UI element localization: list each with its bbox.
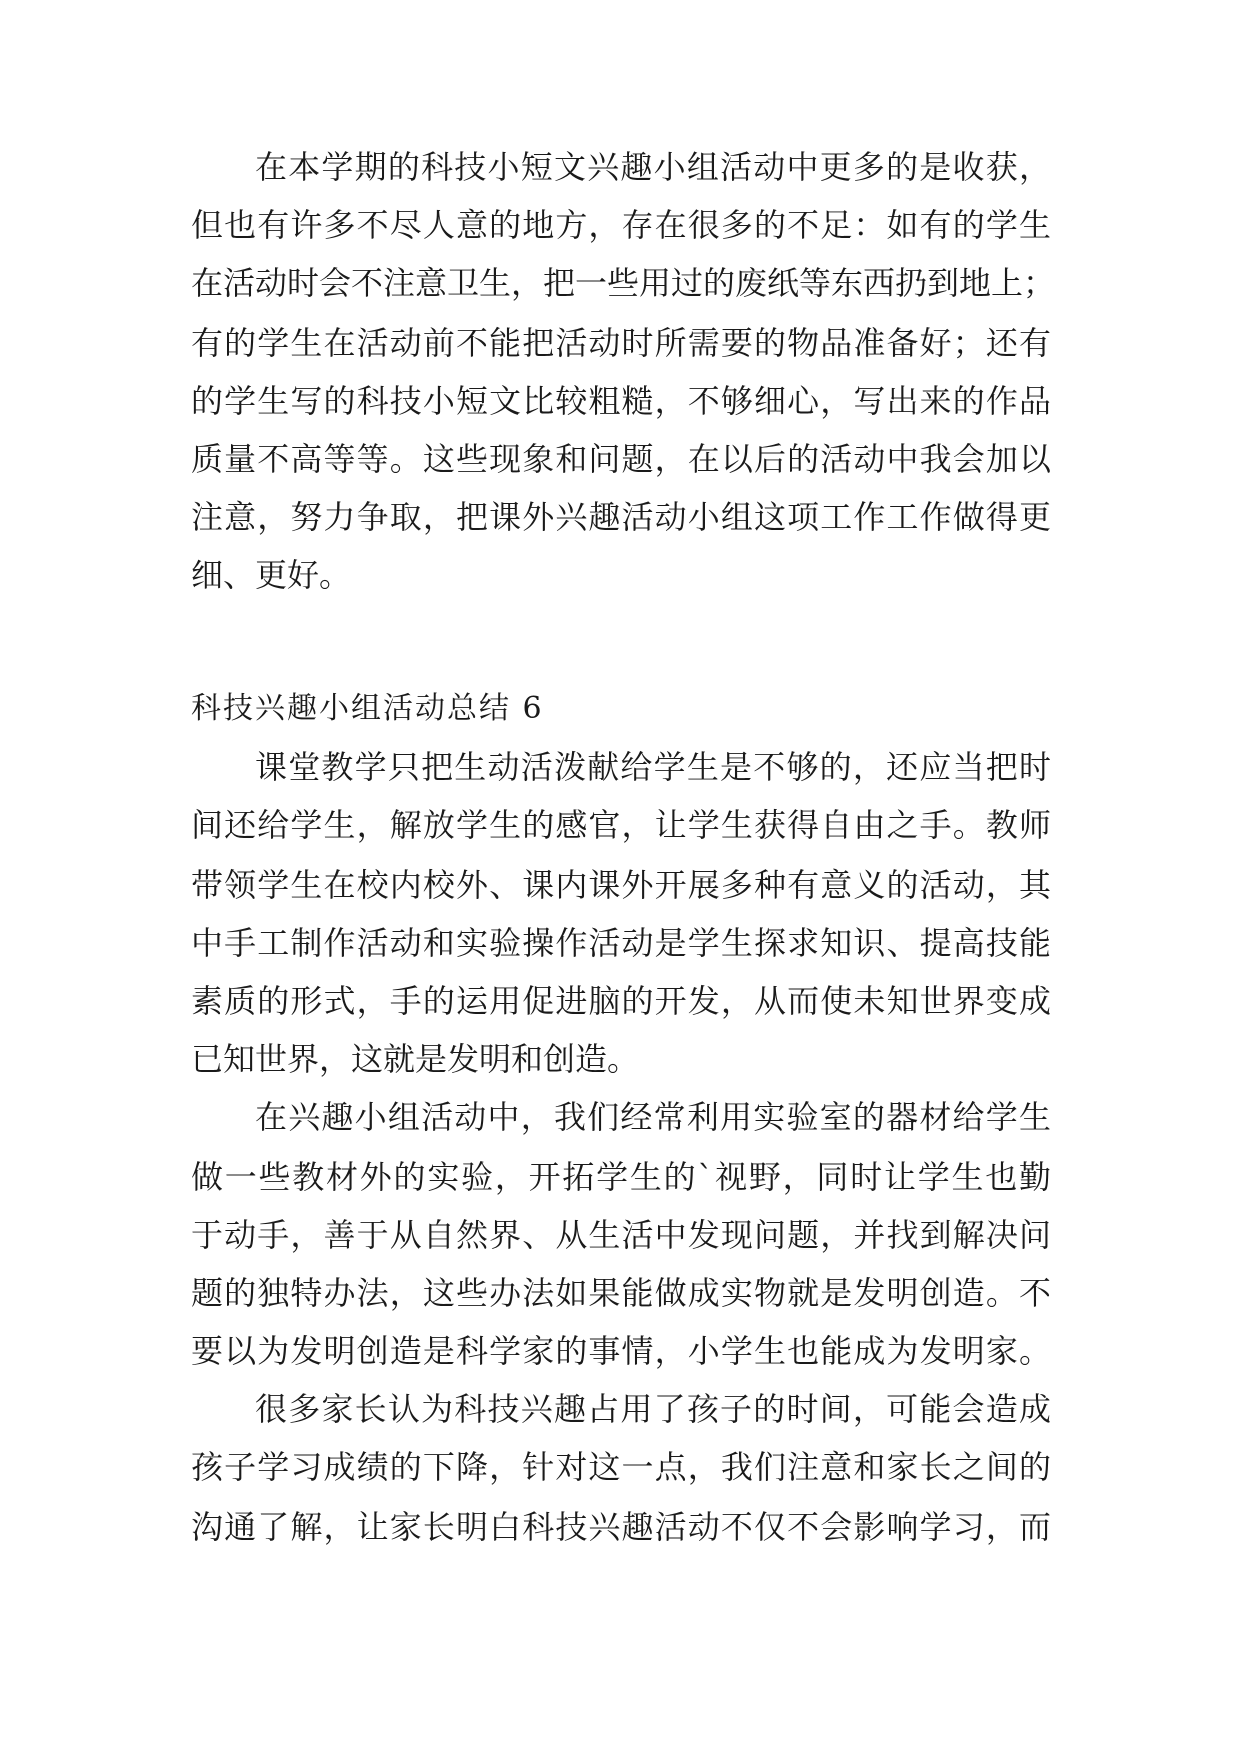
paragraph-4-line-2: 孩子学习成绩的下降，针对这一点，我们注意和家长之间的 bbox=[191, 1448, 1051, 1486]
paragraph-1-line-2: 但也有许多不尽人意的地方，存在很多的不足：如有的学生 bbox=[191, 206, 1051, 244]
paragraph-4-line-1: 很多家长认为科技兴趣占用了孩子的时间，可能会造成 bbox=[255, 1390, 1051, 1428]
paragraph-1-line-3: 在活动时会不注意卫生，把一些用过的废纸等东西扔到地上； bbox=[191, 264, 1056, 302]
paragraph-3-line-1: 在兴趣小组活动中，我们经常利用实验室的器材给学生 bbox=[255, 1098, 1051, 1136]
paragraph-1-line-7: 注意，努力争取，把课外兴趣活动小组这项工作工作做得更 bbox=[191, 498, 1051, 536]
paragraph-1-line-5: 的学生写的科技小短文比较粗糙，不够细心，写出来的作品 bbox=[191, 382, 1051, 420]
paragraph-3-line-2: 做一些教材外的实验，开拓学生的`视野，同时让学生也勤 bbox=[191, 1158, 1051, 1196]
paragraph-2-line-3: 带领学生在校内校外、课内课外开展多种有意义的活动，其 bbox=[191, 866, 1051, 904]
paragraph-2-line-2: 间还给学生，解放学生的感官，让学生获得自由之手。教师 bbox=[191, 806, 1051, 844]
paragraph-3-line-3: 于动手，善于从自然界、从生活中发现问题，并找到解决问 bbox=[191, 1216, 1051, 1254]
section-title: 科技兴趣小组活动总结 6 bbox=[191, 691, 544, 726]
paragraph-2-line-1: 课堂教学只把生动活泼献给学生是不够的，还应当把时 bbox=[255, 748, 1051, 786]
paragraph-1-line-4: 有的学生在活动前不能把活动时所需要的物品准备好；还有 bbox=[191, 324, 1051, 362]
paragraph-3-line-5: 要以为发明创造是科学家的事情，小学生也能成为发明家。 bbox=[191, 1332, 1051, 1370]
paragraph-3-line-4: 题的独特办法，这些办法如果能做成实物就是发明创造。不 bbox=[191, 1274, 1051, 1312]
paragraph-1-line-1: 在本学期的科技小短文兴趣小组活动中更多的是收获， bbox=[255, 148, 1051, 186]
paragraph-2-line-4: 中手工制作活动和实验操作活动是学生探求知识、提高技能 bbox=[191, 924, 1051, 962]
paragraph-1-line-8: 细、更好。 bbox=[191, 556, 352, 594]
paragraph-2-line-6: 已知世界，这就是发明和创造。 bbox=[191, 1040, 640, 1078]
paragraph-4-line-3: 沟通了解，让家长明白科技兴趣活动不仅不会影响学习，而 bbox=[191, 1508, 1051, 1546]
paragraph-2-line-5: 素质的形式，手的运用促进脑的开发，从而使未知世界变成 bbox=[191, 982, 1051, 1020]
paragraph-1-line-6: 质量不高等等。这些现象和问题，在以后的活动中我会加以 bbox=[191, 440, 1051, 478]
